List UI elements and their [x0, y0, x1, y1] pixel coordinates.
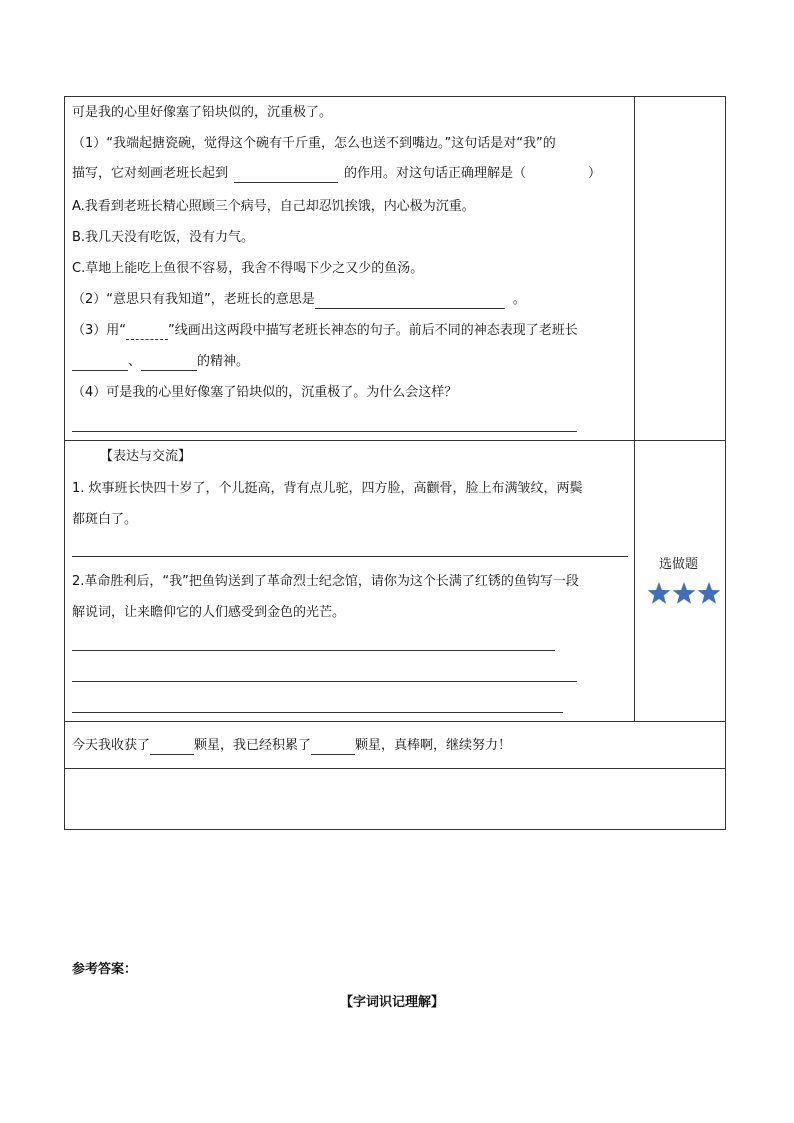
question-3-text-a: （3）用“	[72, 323, 127, 338]
answers-label: 参考答案：	[72, 962, 138, 977]
answer-line[interactable]	[72, 681, 577, 682]
question-2-text-b: 。	[512, 292, 526, 307]
question-3-line-1	[72, 322, 578, 340]
question-1-line-2	[72, 165, 601, 183]
passage-intro: 可是我的心里好像塞了铅块似的，沉重极了。	[72, 105, 333, 120]
question-2-text-a: （2）“意思只有我知道”，老班长的意思是	[72, 292, 315, 307]
exercise-1-line-2: 都斑白了。	[72, 512, 138, 527]
stars-earned-blank[interactable]	[150, 740, 194, 755]
option-c: C.草地上能吃上鱼很不容易，我舍不得喝下少之又少的鱼汤。	[72, 261, 424, 276]
question-4: （4）可是我的心里好像塞了铅块似的，沉重极了。为什么会这样？	[72, 385, 458, 400]
question-2	[72, 291, 526, 309]
answer-line[interactable]	[72, 556, 628, 557]
row-divider-2	[65, 721, 725, 722]
answer-line[interactable]	[72, 431, 577, 432]
summary-text-c: 颗星，真棒啊，继续努力！	[355, 738, 512, 753]
question-3-text-b: ”线画出这两段中描写老班长神态的句子。前后不同的神态表现了老班长	[168, 323, 578, 338]
star-icon	[648, 582, 671, 604]
wavy-line-sample	[126, 325, 168, 340]
column-divider	[634, 97, 635, 721]
optional-label: 选做题	[659, 557, 699, 572]
question-3-line-2	[72, 353, 249, 371]
question-1-text-c: ）	[588, 166, 602, 181]
summary-text-a: 今天我收获了	[72, 738, 151, 753]
exercise-2-line-2: 解说词，让来瞻仰它的人们感受到金色的光芒。	[72, 605, 346, 620]
star-icon	[673, 582, 696, 604]
question-1-text-b: 的作用。对这句话正确理解是（	[344, 166, 527, 181]
question-3-text-c: 、	[128, 354, 142, 369]
exercise-1-line-1: 1. 炊事班长快四十岁了，个儿挺高，背有点儿驼，四方脸，高颧骨，脸上布满皱纹，两鬓	[72, 481, 583, 496]
summary-text-b: 颗星，我已经积累了	[194, 738, 312, 753]
star-rating	[646, 580, 722, 606]
option-b: B.我几天没有吃饭，没有力气。	[72, 230, 255, 245]
answer-line[interactable]	[72, 650, 555, 651]
answer-blank[interactable]	[72, 356, 128, 371]
answer-blank[interactable]	[234, 168, 338, 183]
answers-subheading: 【字词识记理解】	[340, 995, 445, 1010]
section-heading-expression: 【表达与交流】	[100, 449, 192, 464]
row-divider-3	[65, 768, 725, 769]
answer-blank[interactable]	[141, 356, 197, 371]
star-icon	[698, 582, 721, 604]
option-a: A.我看到老班长精心照顾三个病号，自己却忍饥挨饿，内心极为沉重。	[72, 199, 475, 214]
question-1-line-1: （1）“我端起搪瓷碗，觉得这个碗有千斤重，怎么也送不到嘴边。”这句话是对“我”的	[72, 136, 556, 151]
question-3-text-d: 的精神。	[197, 354, 250, 369]
question-1-text-a: 描写，它对刻画老班长起到	[72, 166, 229, 181]
answer-blank[interactable]	[315, 294, 505, 309]
answer-line[interactable]	[72, 712, 563, 713]
exercise-2-line-1: 2.革命胜利后，“我”把鱼钩送到了革命烈士纪念馆，请你为这个长满了红锈的鱼钩写一段	[72, 574, 579, 589]
row-divider-1	[65, 440, 725, 441]
stars-total-blank[interactable]	[311, 740, 355, 755]
summary-line	[72, 737, 511, 755]
